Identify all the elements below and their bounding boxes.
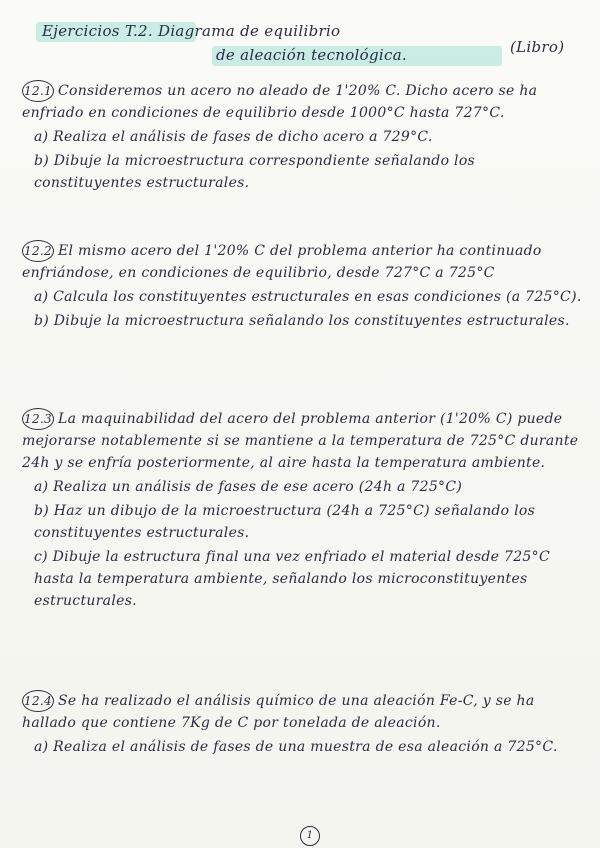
problem-sub-a: a) Realiza el análisis de fases de dicho acero a 729°C. — [34, 129, 433, 145]
problem-sub-a: a) Realiza el análisis de fases de una muestra de esa aleación a 725°C. — [34, 739, 558, 755]
problem-sub-b: b) Dibuje la microestructura señalando los constituyentes estructurales. — [34, 313, 570, 329]
problem-number: 12.1 — [22, 80, 54, 102]
problem-sub-c: c) Dibuje la estructura final una vez enfriado el material desde 725°C hasta la temperatura ambiente, señalando los microconstituyentes estructurales. — [34, 549, 550, 609]
problem-number: 12.2 — [22, 240, 54, 262]
page-title-line-1: Ejercicios T.2. Diagrama de equilibrio — [42, 22, 341, 40]
title-tag: (Libro) — [510, 38, 565, 56]
problem-12-2 — [22, 240, 582, 332]
title-block — [36, 20, 576, 70]
problem-statement: Se ha realizado el análisis químico de una aleación Fe-C, y se ha hallado que contiene 7Kg de C por tonelada de aleación. — [22, 693, 535, 731]
problem-sub-b: b) Dibuje la microestructura correspondiente señalando los constituyentes estructurales. — [34, 153, 476, 191]
problem-12-1 — [22, 80, 582, 194]
problem-sub-b: b) Haz un dibujo de la microestructura (24h a 725°C) señalando los constituyentes estructurales. — [34, 503, 536, 541]
page-number: 1 — [300, 826, 320, 846]
problem-12-4 — [22, 690, 582, 758]
problem-statement: Consideremos un acero no aleado de 1'20% C. Dicho acero se ha enfriado en condiciones de equilibrio desde 1000°C hasta 727°C. — [22, 83, 538, 121]
problem-statement: El mismo acero del 1'20% C del problema anterior ha continuado enfriándose, en condiciones de equilibrio, desde 727°C a 725°C — [22, 243, 542, 281]
problem-number: 12.4 — [22, 690, 54, 712]
problem-number: 12.3 — [22, 408, 54, 430]
problem-sub-a: a) Realiza un análisis de fases de ese acero (24h a 725°C) — [34, 479, 463, 495]
problem-statement: La maquinabilidad del acero del problema anterior (1'20% C) puede mejorarse notablemente si se mantiene a la temperatura de 725°C durante 24h y se enfría posteriormente, al aire hasta la temperatura ambiente. — [22, 411, 579, 471]
problem-12-3 — [22, 408, 582, 612]
problem-sub-a: a) Calcula los constituyentes estructurales en esas condiciones (a 725°C). — [34, 289, 582, 305]
page-title-line-2: de aleación tecnológica. — [216, 46, 408, 64]
